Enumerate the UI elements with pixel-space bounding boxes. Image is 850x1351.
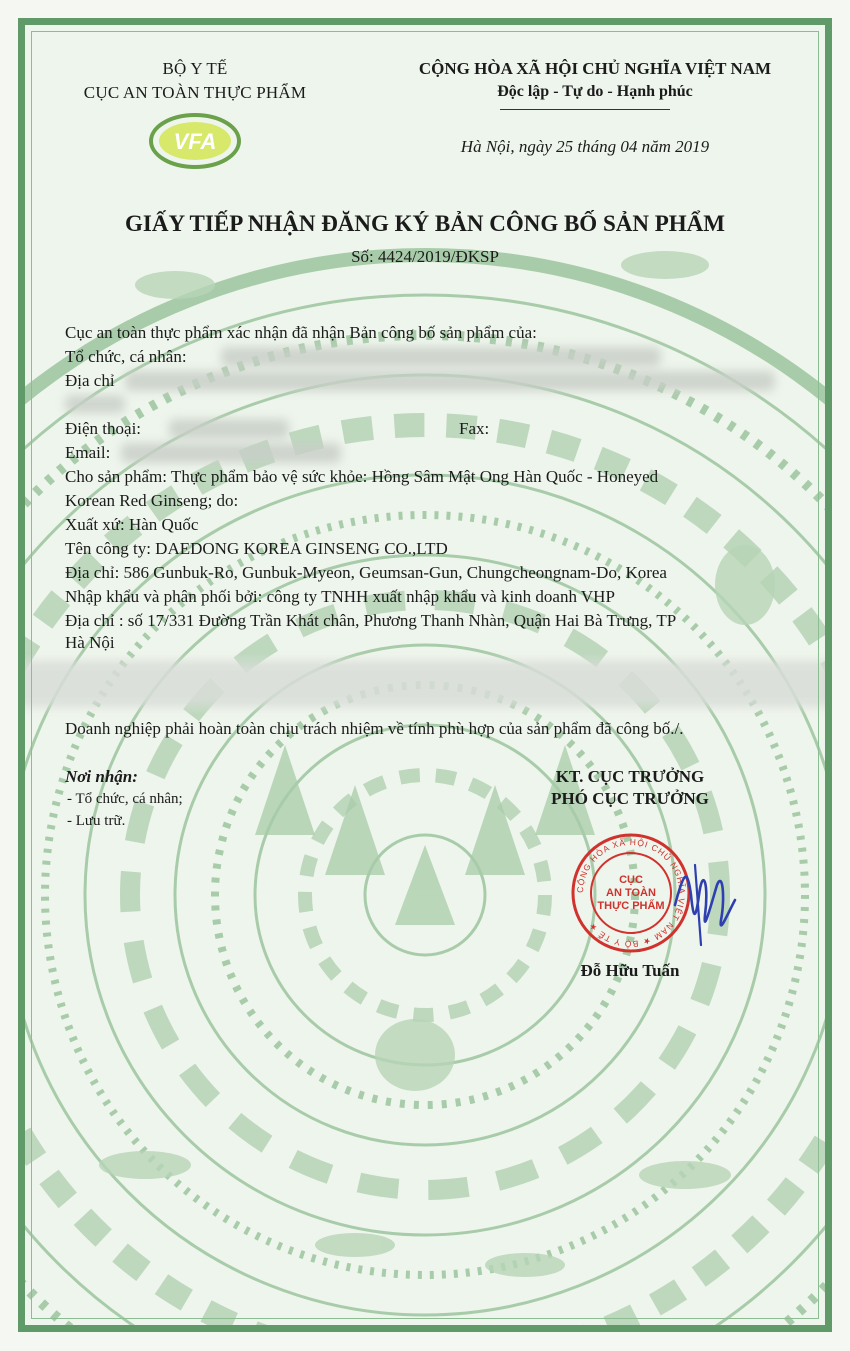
product-line-2: Korean Red Ginseng; do: [65,491,239,510]
ministry-name: BỘ Y TẾ [162,59,228,78]
seal-center-line: THỰC PHẨM [597,900,665,912]
importer-address-line-1: Địa chỉ : số 17/331 Đường Trần Khát chân, Phương Thanh Nhàn, Quận Hai Bà Trưng, TP [65,611,677,630]
redacted-band [18,661,832,707]
importer-address-line-2: Hà Nội [65,633,115,652]
redacted-phone [169,419,289,439]
recipients-heading: Nơi nhận: [65,767,138,786]
seal-ring-text: CỘNG HÒA XÃ HỘI CHỦ NGHĨA VIỆT NAM ★ BỘ Y TẾ ★ [574,836,688,950]
seal-center-line: AN TOÀN [606,887,656,899]
vfa-logo-text: VFA [173,129,217,154]
recipient-item: - Tổ chức, cá nhân; [67,791,183,807]
signer-title-1: KT. CỤC TRƯỞNG [555,767,705,786]
department-name: CỤC AN TOÀN THỰC PHẨM [83,83,307,102]
motto-underline [500,109,670,110]
email-label: Email: [65,443,111,462]
signer-title-2: PHÓ CỤC TRƯỞNG [551,789,709,808]
redacted-email [121,443,341,463]
vfa-logo [147,111,243,171]
certificate [18,18,832,1332]
responsibility-statement: Doanh nghiệp phải hoàn toàn chịu trách nhiệm về tính phù hợp của sản phẩm đã công bố./. [65,719,684,738]
origin: Xuất xứ: Hàn Quốc [65,515,199,534]
national-motto: Độc lập - Tự do - Hạnh phúc [497,83,693,100]
redacted-address-continued [65,395,125,413]
fax-label: Fax: [459,419,490,438]
company-address: Địa chỉ: 586 Gunbuk-Ro, Gunbuk-Myeon, Geumsan-Gun, Chungcheongnam-Do, Korea [65,563,667,582]
company-name: Tên công ty: DAEDONG KOREA GINSENG CO.,LTD [65,539,448,558]
organization-label: Tổ chức, cá nhân: [65,347,187,366]
handwritten-signature [665,845,755,955]
address-label: Địa chỉ [65,371,115,390]
product-line-1: Cho sản phẩm: Thực phẩm bảo vệ sức khỏe: Hồng Sâm Mật Ong Hàn Quốc - Honeyed [65,467,659,486]
redacted-organization [221,347,661,367]
seal-center-text [597,874,664,912]
signer-name: Đỗ Hữu Tuấn [580,961,680,980]
seal-center-line: CỤC [619,874,643,886]
country-name: CỘNG HÒA XÃ HỘI CHỦ NGHĨA VIỆT NAM [418,59,772,78]
redacted-address [125,371,775,391]
document-number: Số: 4424/2019/ĐKSP [351,247,499,266]
importer: Nhập khẩu và phân phối bởi: công ty TNHH xuất nhập khẩu và kinh doanh VHP [65,587,615,606]
issue-date: Hà Nội, ngày 25 tháng 04 năm 2019 [460,137,710,156]
intro-text: Cục an toàn thực phẩm xác nhận đã nhận Bản công bố sản phẩm của: [65,323,537,342]
document-title: GIẤY TIẾP NHẬN ĐĂNG KÝ BẢN CÔNG BỐ SẢN PHẨM [125,211,725,236]
recipient-item: - Lưu trữ. [67,813,126,829]
phone-label: Điện thoại: [65,419,142,438]
